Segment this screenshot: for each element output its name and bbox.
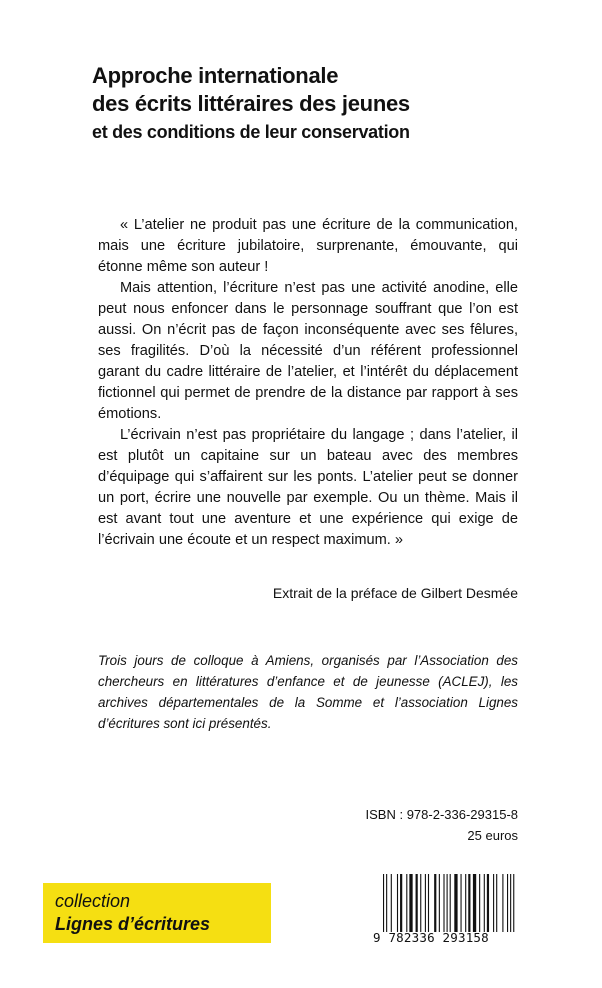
book-abstract: Trois jours de colloque à Amiens, organisés par l’Association des chercheurs en littératures d’enfance et de jeunesse (ACLEJ), les archives départementales de la Somme et l’association Lignes d’écritures sont ici présentés. bbox=[98, 653, 518, 731]
excerpt-paragraph: « L’atelier ne produit pas une écriture de la communication, mais une écriture jubilatoire, surprenante, émouvante, qui étonne même son auteur ! bbox=[98, 217, 518, 275]
barcode-bar bbox=[487, 874, 489, 932]
barcode-bar bbox=[465, 874, 466, 932]
book-title bbox=[92, 62, 572, 145]
barcode bbox=[373, 868, 523, 953]
barcode-bar bbox=[473, 874, 476, 932]
excerpt-paragraph: L’écrivain n’est pas propriétaire du langage ; dans l’atelier, il est plutôt un capitaine sur un bateau avec des membres d’équipage qui s’affairent sur les ponts. L’atelier peut se donner un port, écrire une nouvelle par exemple. Ou un thème. Mais il est avant tout une aventure et une expérience qui exige de l’écrivain une écoute et un respect maximum. » bbox=[98, 427, 518, 548]
barcode-bar bbox=[391, 874, 392, 932]
collection-banner bbox=[43, 883, 271, 943]
barcode-bar bbox=[439, 874, 440, 932]
barcode-bar bbox=[420, 874, 421, 932]
barcode-bar bbox=[383, 874, 384, 932]
barcode-bar bbox=[468, 874, 470, 932]
barcode-bar bbox=[409, 874, 412, 932]
barcode-bar bbox=[510, 874, 511, 932]
barcode-bar bbox=[416, 874, 418, 932]
isbn-label: ISBN : 978-2-336-29315-8 bbox=[365, 807, 518, 822]
barcode-bar bbox=[507, 874, 508, 932]
barcode-bar bbox=[447, 874, 448, 932]
barcode-bar bbox=[493, 874, 494, 932]
preface-excerpt bbox=[98, 215, 518, 551]
barcode-bar bbox=[406, 874, 407, 932]
barcode-bar bbox=[479, 874, 480, 932]
title-line-1: Approche internationale bbox=[92, 63, 339, 88]
barcode-bars bbox=[383, 874, 517, 932]
barcode-bar bbox=[484, 874, 485, 932]
collection-word: collection bbox=[55, 891, 131, 911]
barcode-bar bbox=[461, 874, 462, 932]
barcode-bar bbox=[434, 874, 436, 932]
barcode-bar bbox=[454, 874, 457, 932]
price-label: 25 euros bbox=[467, 828, 518, 843]
title-line-2: des écrits littéraires des jeunes bbox=[92, 91, 410, 116]
excerpt-paragraph: Mais attention, l’écriture n’est pas une activité anodine, elle peut nous enfoncer dans le personnage souffrant que l’on est aussi. On n’écrit pas de façon inconséquente avec ses fêlures, ses fragilités. D’où la nécessité d’un référent professionnel garant du cadre littéraire de l’atelier, et l’intérêt du déplacement fictionnel qui permet de prendre de la distance par rapport à ses émotions. bbox=[98, 280, 518, 422]
barcode-bar bbox=[513, 874, 514, 932]
barcode-bar bbox=[502, 874, 503, 932]
barcode-bar bbox=[450, 874, 451, 932]
barcode-bar bbox=[443, 874, 444, 932]
barcode-bar bbox=[400, 874, 402, 932]
barcode-bar bbox=[496, 874, 497, 932]
barcode-bar bbox=[425, 874, 426, 932]
excerpt-attribution: Extrait de la préface de Gilbert Desmée bbox=[272, 585, 518, 601]
barcode-bar bbox=[386, 874, 387, 932]
barcode-digits: 9 782336 293158 bbox=[373, 930, 489, 945]
barcode-bar bbox=[397, 874, 398, 932]
barcode-bar bbox=[428, 874, 429, 932]
collection-name: Lignes d’écritures bbox=[55, 914, 211, 934]
title-subtitle: et des conditions de leur conservation bbox=[92, 122, 410, 142]
